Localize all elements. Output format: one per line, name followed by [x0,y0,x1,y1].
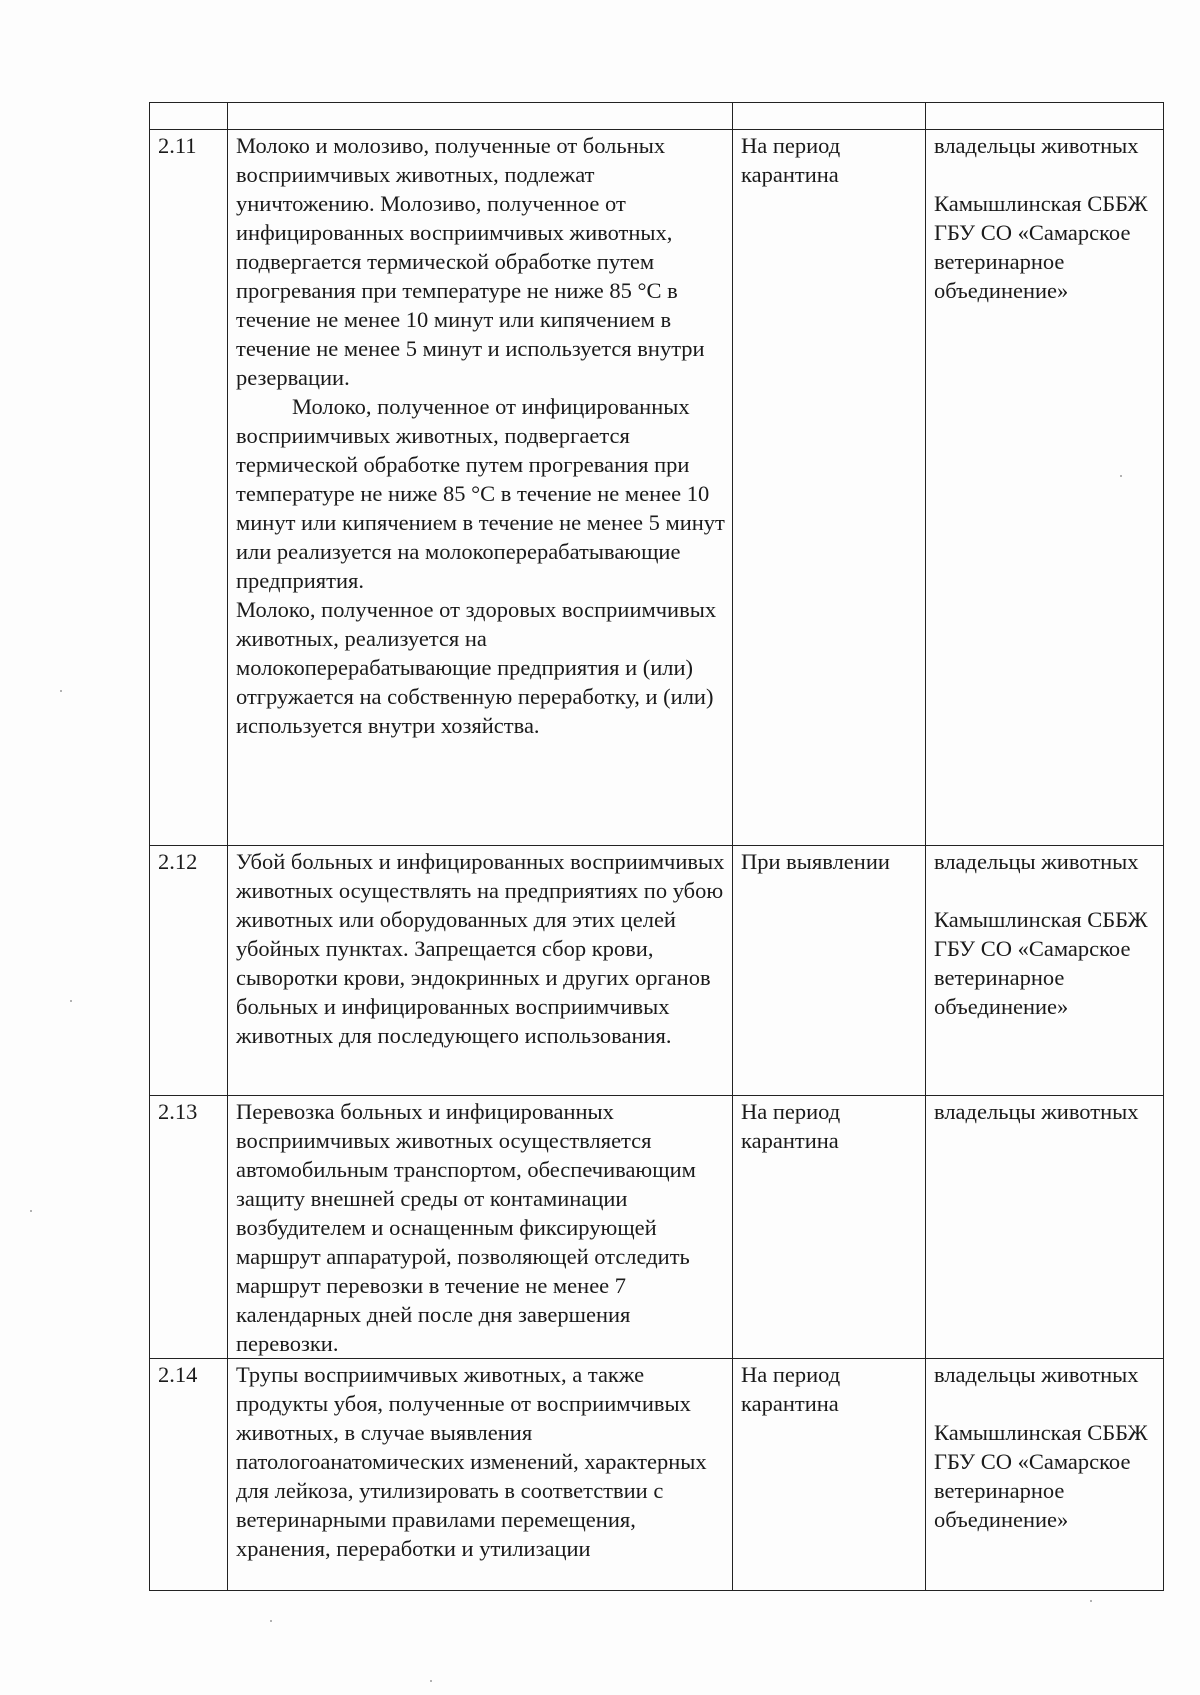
term-text: На период карантина [741,1099,841,1153]
row-number: 2.14 [150,1359,228,1591]
empty-cell [926,103,1164,130]
table-row [150,1096,1164,1359]
responsible-cell [926,1359,1164,1591]
row-number: 2.13 [150,1096,228,1359]
responsible-cell [926,130,1164,846]
measure-paragraph: Трупы восприимчивых животных, а также продукты убоя, полученные от восприимчивых животных, в случае выявления патологоанатомических изменений, характерных для лейкоза, утилизировать в соответствии с ветеринарными правилами перемещения, хранения, переработки и утилизации [236,1362,707,1561]
responsible-text: Камышлинская СББЖ ГБУ СО «Самарское ветеринарное объединение» [934,907,1148,1019]
table-row [150,846,1164,1096]
measure-text [228,846,733,1096]
measure-paragraph: Молоко, полученное от инфицированных восприимчивых животных, подвергается термической обработке путем прогревания при температуре не ниже 85 °С в течение не менее 10 минут или кипячением в течение не менее 5 минут или реализуется на молокоперерабатывающие предприятия. [236,394,725,593]
term-cell [733,1096,926,1359]
row-number: 2.11 [150,130,228,846]
measure-paragraph: Молоко, полученное от здоровых восприимчивых животных, реализуется на молокоперерабатывающие предприятия и (или) отгружается на собственную переработку, и (или) используется внутри хозяйства. [236,597,717,738]
empty-cell [150,103,228,130]
responsible-text: владельцы животных [934,849,1139,874]
responsible-text: Камышлинская СББЖ ГБУ СО «Самарское ветеринарное объединение» [934,191,1148,303]
responsible-cell [926,1096,1164,1359]
responsible-text: Камышлинская СББЖ ГБУ СО «Самарское ветеринарное объединение» [934,1420,1148,1532]
measure-text [228,1359,733,1591]
scan-speck [430,1680,432,1682]
empty-cell [228,103,733,130]
scan-speck [1090,1600,1092,1602]
term-text: На период карантина [741,133,841,187]
scan-speck [1120,475,1122,477]
responsible-text: владельцы животных [934,1362,1139,1387]
scan-speck [30,1210,32,1212]
measure-paragraph: Молоко и молозиво, полученные от больных восприимчивых животных, подлежат уничтожению. Молозиво, полученное от инфицированных восприимчивых животных, подвергается термической обработке путем прогревания при температуре не ниже 85 °С в течение не менее 10 минут или кипячением в течение не менее 5 минут и используется внутри резервации. [236,133,705,390]
table-row [150,130,1164,846]
measure-text [228,1096,733,1359]
table-row [150,1359,1164,1591]
term-cell [733,846,926,1096]
scan-speck [70,1000,72,1002]
measure-paragraph: Убой больных и инфицированных восприимчивых животных осуществлять на предприятиях по убою животных или оборудованных для этих целей убойных пунктах. Запрещается сбор крови, сыворотки крови, эндокринных и других органов больных и инфицированных восприимчивых животных для последующего использования. [236,849,725,1048]
responsible-text: владельцы животных [934,133,1139,158]
scan-speck [270,1620,272,1622]
empty-cell [733,103,926,130]
row-number: 2.12 [150,846,228,1096]
table-header-row-empty [150,103,1164,130]
measures-table [149,102,1164,1591]
responsible-cell [926,846,1164,1096]
term-cell [733,130,926,846]
scan-speck [60,690,62,692]
measure-text [228,130,733,846]
measure-paragraph: Перевозка больных и инфицированных восприимчивых животных осуществляется автомобильным транспортом, обеспечивающим защиту внешней среды от контаминации возбудителем и оснащенным фиксирующей маршрут аппаратурой, позволяющей отследить маршрут перевозки в течение не менее 7 календарных дней после дня завершения перевозки. [236,1099,696,1356]
responsible-text: владельцы животных [934,1099,1139,1124]
term-cell [733,1359,926,1591]
term-text: При выявлении [741,849,890,874]
term-text: На период карантина [741,1362,841,1416]
